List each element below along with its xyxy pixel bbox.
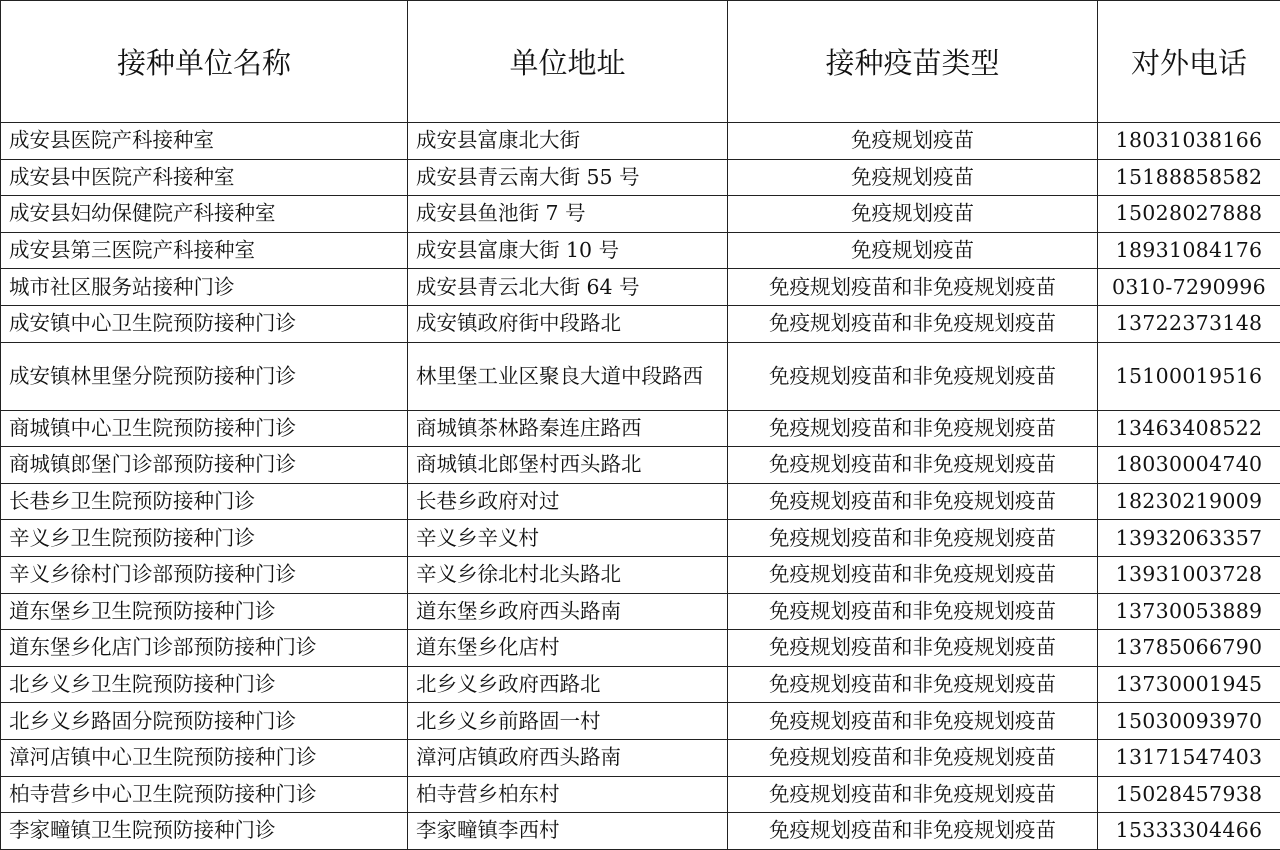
site-name: 漳河店镇中心卫生院预防接种门诊: [1, 739, 408, 776]
table-row: [1, 305, 1280, 342]
site-name: 李家疃镇卫生院预防接种门诊: [1, 813, 408, 850]
vaccine-type: 免疫规划疫苗: [728, 159, 1098, 196]
phone-number: 13785066790: [1098, 630, 1280, 667]
table-row: [1, 123, 1280, 160]
vaccine-type: 免疫规划疫苗和非免疫规划疫苗: [728, 410, 1098, 447]
vaccine-type: 免疫规划疫苗: [728, 123, 1098, 160]
site-name: 柏寺营乡中心卫生院预防接种门诊: [1, 776, 408, 813]
site-address: 李家疃镇李西村: [408, 813, 728, 850]
table-row: [1, 666, 1280, 703]
phone-number: 15030093970: [1098, 703, 1280, 740]
phone-number: 18931084176: [1098, 232, 1280, 269]
vaccine-type: 免疫规划疫苗和非免疫规划疫苗: [728, 593, 1098, 630]
site-name: 成安镇林里堡分院预防接种门诊: [1, 342, 408, 410]
site-address: 柏寺营乡柏东村: [408, 776, 728, 813]
phone-number: 15100019516: [1098, 342, 1280, 410]
table-row: [1, 813, 1280, 850]
vaccine-type: 免疫规划疫苗和非免疫规划疫苗: [728, 520, 1098, 557]
phone-number: 13932063357: [1098, 520, 1280, 557]
vaccine-type: 免疫规划疫苗和非免疫规划疫苗: [728, 556, 1098, 593]
phone-number: 18230219009: [1098, 483, 1280, 520]
table-row: [1, 520, 1280, 557]
site-name: 成安县妇幼保健院产科接种室: [1, 196, 408, 233]
site-address: 北乡义乡政府西路北: [408, 666, 728, 703]
site-address: 长巷乡政府对过: [408, 483, 728, 520]
phone-number: 13463408522: [1098, 410, 1280, 447]
site-name: 商城镇中心卫生院预防接种门诊: [1, 410, 408, 447]
table-row: [1, 703, 1280, 740]
site-name: 成安县第三医院产科接种室: [1, 232, 408, 269]
site-address: 道东堡乡政府西头路南: [408, 593, 728, 630]
site-address: 成安县鱼池街 7 号: [408, 196, 728, 233]
site-address: 林里堡工业区聚良大道中段路西: [408, 342, 728, 410]
site-name: 城市社区服务站接种门诊: [1, 269, 408, 306]
vaccine-type: 免疫规划疫苗和非免疫规划疫苗: [728, 813, 1098, 850]
vaccine-type: 免疫规划疫苗和非免疫规划疫苗: [728, 483, 1098, 520]
site-address: 成安县青云南大街 55 号: [408, 159, 728, 196]
table-row: [1, 630, 1280, 667]
site-name: 商城镇郎堡门诊部预防接种门诊: [1, 447, 408, 484]
phone-number: 15333304466: [1098, 813, 1280, 850]
vaccine-type: 免疫规划疫苗: [728, 232, 1098, 269]
vaccine-type: 免疫规划疫苗: [728, 196, 1098, 233]
site-name: 北乡义乡路固分院预防接种门诊: [1, 703, 408, 740]
site-address: 辛义乡辛义村: [408, 520, 728, 557]
site-address: 成安县富康大街 10 号: [408, 232, 728, 269]
table-header-row: [1, 1, 1280, 123]
site-address: 商城镇北郎堡村西头路北: [408, 447, 728, 484]
table-row: [1, 593, 1280, 630]
site-address: 商城镇茶林路秦连庄路西: [408, 410, 728, 447]
site-name: 辛义乡徐村门诊部预防接种门诊: [1, 556, 408, 593]
header-phone: 对外电话: [1098, 1, 1280, 123]
site-name: 辛义乡卫生院预防接种门诊: [1, 520, 408, 557]
site-name: 道东堡乡卫生院预防接种门诊: [1, 593, 408, 630]
header-site-name: 接种单位名称: [1, 1, 408, 123]
header-vaccine-type: 接种疫苗类型: [728, 1, 1098, 123]
phone-number: 15188858582: [1098, 159, 1280, 196]
table-row: [1, 410, 1280, 447]
site-address: 成安镇政府街中段路北: [408, 305, 728, 342]
site-name: 成安镇中心卫生院预防接种门诊: [1, 305, 408, 342]
vaccine-type: 免疫规划疫苗和非免疫规划疫苗: [728, 703, 1098, 740]
phone-number: 13722373148: [1098, 305, 1280, 342]
table-row: [1, 739, 1280, 776]
site-address: 北乡义乡前路固一村: [408, 703, 728, 740]
vaccine-type: 免疫规划疫苗和非免疫规划疫苗: [728, 305, 1098, 342]
table-row: [1, 447, 1280, 484]
phone-number: 13171547403: [1098, 739, 1280, 776]
site-address: 辛义乡徐北村北头路北: [408, 556, 728, 593]
table-row: [1, 342, 1280, 410]
phone-number: 13931003728: [1098, 556, 1280, 593]
table-row: [1, 776, 1280, 813]
phone-number: 0310-7290996: [1098, 269, 1280, 306]
vaccine-type: 免疫规划疫苗和非免疫规划疫苗: [728, 342, 1098, 410]
table-row: [1, 483, 1280, 520]
table-row: [1, 269, 1280, 306]
vaccine-type: 免疫规划疫苗和非免疫规划疫苗: [728, 269, 1098, 306]
vaccine-type: 免疫规划疫苗和非免疫规划疫苗: [728, 666, 1098, 703]
table-row: [1, 196, 1280, 233]
site-name: 长巷乡卫生院预防接种门诊: [1, 483, 408, 520]
site-name: 道东堡乡化店门诊部预防接种门诊: [1, 630, 408, 667]
table-row: [1, 159, 1280, 196]
table-row: [1, 232, 1280, 269]
phone-number: 15028457938: [1098, 776, 1280, 813]
site-address: 道东堡乡化店村: [408, 630, 728, 667]
phone-number: 18030004740: [1098, 447, 1280, 484]
vaccine-type: 免疫规划疫苗和非免疫规划疫苗: [728, 447, 1098, 484]
site-address: 漳河店镇政府西头路南: [408, 739, 728, 776]
site-name: 成安县医院产科接种室: [1, 123, 408, 160]
site-name: 北乡义乡卫生院预防接种门诊: [1, 666, 408, 703]
vaccine-type: 免疫规划疫苗和非免疫规划疫苗: [728, 739, 1098, 776]
phone-number: 15028027888: [1098, 196, 1280, 233]
table-row: [1, 556, 1280, 593]
vaccine-type: 免疫规划疫苗和非免疫规划疫苗: [728, 776, 1098, 813]
phone-number: 18031038166: [1098, 123, 1280, 160]
header-address: 单位地址: [408, 1, 728, 123]
site-address: 成安县青云北大街 64 号: [408, 269, 728, 306]
phone-number: 13730001945: [1098, 666, 1280, 703]
site-name: 成安县中医院产科接种室: [1, 159, 408, 196]
phone-number: 13730053889: [1098, 593, 1280, 630]
vaccine-type: 免疫规划疫苗和非免疫规划疫苗: [728, 630, 1098, 667]
site-address: 成安县富康北大街: [408, 123, 728, 160]
